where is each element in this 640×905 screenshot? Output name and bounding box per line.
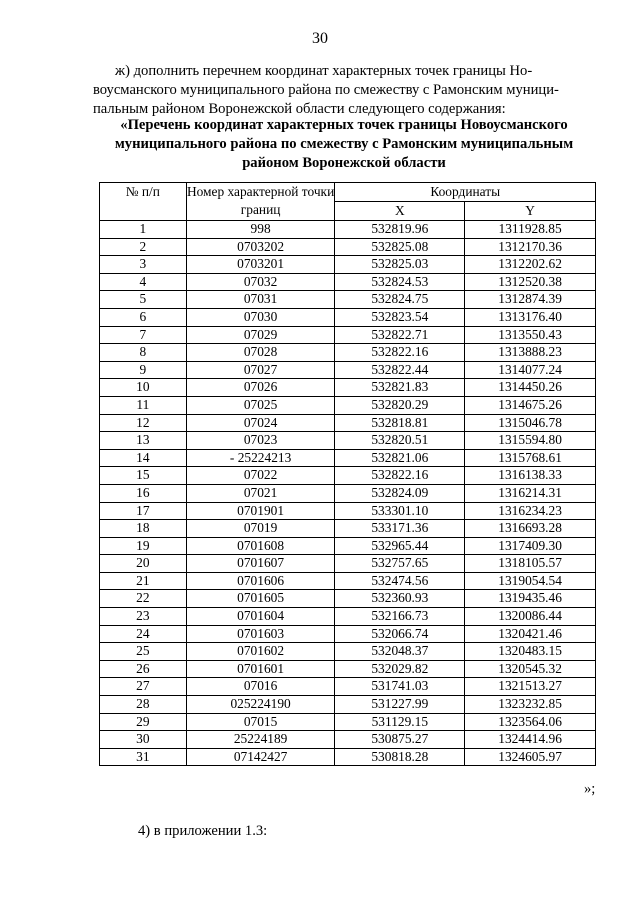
table-row bbox=[100, 625, 596, 643]
cell-y: 1321513.27 bbox=[465, 678, 596, 696]
cell-point-number: 07027 bbox=[186, 361, 335, 379]
cell-y: 1323564.06 bbox=[465, 713, 596, 731]
cell-x: 531741.03 bbox=[335, 678, 465, 696]
cell-x: 532818.81 bbox=[335, 414, 465, 432]
cell-y: 1313888.23 bbox=[465, 344, 596, 362]
cell-point-number: 998 bbox=[186, 221, 335, 239]
cell-row-number: 29 bbox=[100, 713, 187, 731]
cell-row-number: 27 bbox=[100, 678, 187, 696]
cell-row-number: 8 bbox=[100, 344, 187, 362]
cell-row-number: 20 bbox=[100, 555, 187, 573]
cell-x: 532360.93 bbox=[335, 590, 465, 608]
cell-y: 1319054.54 bbox=[465, 572, 596, 590]
cell-row-number: 16 bbox=[100, 484, 187, 502]
table-row bbox=[100, 467, 596, 485]
table-row bbox=[100, 396, 596, 414]
table-heading bbox=[93, 116, 595, 173]
cell-x: 531129.15 bbox=[335, 713, 465, 731]
table-row bbox=[100, 572, 596, 590]
cell-y: 1315594.80 bbox=[465, 432, 596, 450]
table-header bbox=[100, 183, 596, 221]
cell-x: 532066.74 bbox=[335, 625, 465, 643]
cell-row-number: 31 bbox=[100, 748, 187, 766]
table-row bbox=[100, 238, 596, 256]
header-point-number: Номер характерной точки границ bbox=[186, 183, 335, 221]
intro-line: пальным районом Воронежской области следующего содержания: bbox=[93, 101, 506, 117]
cell-point-number: 0701601 bbox=[186, 660, 335, 678]
cell-row-number: 24 bbox=[100, 625, 187, 643]
cell-x: 532821.83 bbox=[335, 379, 465, 397]
header-row-number: № п/п bbox=[100, 183, 187, 221]
heading-line: «Перечень координат характерных точек границы Новоусманского bbox=[120, 117, 568, 133]
cell-x: 530818.28 bbox=[335, 748, 465, 766]
cell-row-number: 25 bbox=[100, 643, 187, 661]
cell-row-number: 11 bbox=[100, 396, 187, 414]
cell-row-number: 6 bbox=[100, 308, 187, 326]
cell-row-number: 9 bbox=[100, 361, 187, 379]
cell-point-number: 07023 bbox=[186, 432, 335, 450]
intro-line: ж) дополнить перечнем координат характерных точек границы Но- bbox=[115, 63, 533, 79]
cell-point-number: 07021 bbox=[186, 484, 335, 502]
cell-point-number: - 25224213 bbox=[186, 449, 335, 467]
table-row bbox=[100, 291, 596, 309]
table-row bbox=[100, 326, 596, 344]
cell-y: 1314675.26 bbox=[465, 396, 596, 414]
cell-point-number: 0701604 bbox=[186, 608, 335, 626]
cell-point-number: 07016 bbox=[186, 678, 335, 696]
table-row bbox=[100, 696, 596, 714]
cell-x: 533301.10 bbox=[335, 502, 465, 520]
heading-line: муниципального района по смежеству с Рамонским муниципальным bbox=[114, 136, 574, 152]
cell-point-number: 0701608 bbox=[186, 537, 335, 555]
cell-row-number: 12 bbox=[100, 414, 187, 432]
cell-y: 1314450.26 bbox=[465, 379, 596, 397]
cell-y: 1316138.33 bbox=[465, 467, 596, 485]
cell-row-number: 21 bbox=[100, 572, 187, 590]
cell-point-number: 0701605 bbox=[186, 590, 335, 608]
cell-row-number: 23 bbox=[100, 608, 187, 626]
cell-x: 533171.36 bbox=[335, 520, 465, 538]
table-row bbox=[100, 643, 596, 661]
cell-row-number: 13 bbox=[100, 432, 187, 450]
header-y: Y bbox=[465, 202, 596, 221]
cell-y: 1316214.31 bbox=[465, 484, 596, 502]
cell-row-number: 22 bbox=[100, 590, 187, 608]
cell-point-number: 0703201 bbox=[186, 256, 335, 274]
cell-y: 1320545.32 bbox=[465, 660, 596, 678]
table-row bbox=[100, 484, 596, 502]
table-row bbox=[100, 256, 596, 274]
intro-paragraph bbox=[93, 62, 595, 119]
cell-x: 530875.27 bbox=[335, 731, 465, 749]
cell-y: 1320086.44 bbox=[465, 608, 596, 626]
cell-point-number: 0701602 bbox=[186, 643, 335, 661]
table-row bbox=[100, 432, 596, 450]
page-number: 30 bbox=[312, 30, 328, 47]
cell-row-number: 10 bbox=[100, 379, 187, 397]
cell-x: 532474.56 bbox=[335, 572, 465, 590]
cell-y: 1323232.85 bbox=[465, 696, 596, 714]
cell-row-number: 14 bbox=[100, 449, 187, 467]
cell-x: 532821.06 bbox=[335, 449, 465, 467]
cell-point-number: 0701607 bbox=[186, 555, 335, 573]
cell-point-number: 07030 bbox=[186, 308, 335, 326]
table-row bbox=[100, 414, 596, 432]
table-row bbox=[100, 748, 596, 766]
cell-x: 532824.09 bbox=[335, 484, 465, 502]
table-row bbox=[100, 555, 596, 573]
cell-y: 1312874.39 bbox=[465, 291, 596, 309]
cell-point-number: 025224190 bbox=[186, 696, 335, 714]
cell-y: 1317409.30 bbox=[465, 537, 596, 555]
cell-x: 532822.44 bbox=[335, 361, 465, 379]
table-row bbox=[100, 361, 596, 379]
cell-x: 532820.51 bbox=[335, 432, 465, 450]
header-x: X bbox=[335, 202, 465, 221]
cell-y: 1315046.78 bbox=[465, 414, 596, 432]
intro-line: воусманского муниципального района по смежеству с Рамонским муници- bbox=[93, 82, 559, 98]
table-row bbox=[100, 344, 596, 362]
cell-row-number: 7 bbox=[100, 326, 187, 344]
table-row bbox=[100, 537, 596, 555]
table-row bbox=[100, 502, 596, 520]
table-body bbox=[100, 221, 596, 766]
cell-row-number: 17 bbox=[100, 502, 187, 520]
cell-y: 1324605.97 bbox=[465, 748, 596, 766]
cell-point-number: 07028 bbox=[186, 344, 335, 362]
cell-x: 532822.71 bbox=[335, 326, 465, 344]
cell-row-number: 30 bbox=[100, 731, 187, 749]
cell-x: 532819.96 bbox=[335, 221, 465, 239]
cell-y: 1314077.24 bbox=[465, 361, 596, 379]
table-row bbox=[100, 449, 596, 467]
cell-point-number: 07026 bbox=[186, 379, 335, 397]
table-row bbox=[100, 731, 596, 749]
cell-y: 1324414.96 bbox=[465, 731, 596, 749]
table-row bbox=[100, 660, 596, 678]
cell-x: 532823.54 bbox=[335, 308, 465, 326]
table-row bbox=[100, 273, 596, 291]
cell-y: 1318105.57 bbox=[465, 555, 596, 573]
cell-x: 532825.03 bbox=[335, 256, 465, 274]
cell-row-number: 3 bbox=[100, 256, 187, 274]
table-row bbox=[100, 590, 596, 608]
cell-point-number: 07024 bbox=[186, 414, 335, 432]
cell-row-number: 2 bbox=[100, 238, 187, 256]
cell-point-number: 0701606 bbox=[186, 572, 335, 590]
heading-line: районом Воронежской области bbox=[242, 155, 446, 171]
closing-quote: »; bbox=[584, 781, 596, 797]
cell-x: 532965.44 bbox=[335, 537, 465, 555]
cell-point-number: 0701603 bbox=[186, 625, 335, 643]
cell-point-number: 07142427 bbox=[186, 748, 335, 766]
cell-y: 1312202.62 bbox=[465, 256, 596, 274]
cell-row-number: 19 bbox=[100, 537, 187, 555]
cell-point-number: 07022 bbox=[186, 467, 335, 485]
cell-x: 532048.37 bbox=[335, 643, 465, 661]
cell-row-number: 15 bbox=[100, 467, 187, 485]
coordinates-table bbox=[99, 182, 596, 766]
cell-x: 532824.53 bbox=[335, 273, 465, 291]
cell-x: 532029.82 bbox=[335, 660, 465, 678]
cell-x: 532820.29 bbox=[335, 396, 465, 414]
cell-y: 1320483.15 bbox=[465, 643, 596, 661]
cell-row-number: 26 bbox=[100, 660, 187, 678]
cell-row-number: 18 bbox=[100, 520, 187, 538]
cell-point-number: 07019 bbox=[186, 520, 335, 538]
next-item: 4) в приложении 1.3: bbox=[138, 823, 268, 839]
cell-row-number: 5 bbox=[100, 291, 187, 309]
cell-point-number: 07031 bbox=[186, 291, 335, 309]
header-coordinates: Координаты bbox=[335, 183, 596, 202]
cell-y: 1313176.40 bbox=[465, 308, 596, 326]
table-row bbox=[100, 678, 596, 696]
cell-point-number: 07029 bbox=[186, 326, 335, 344]
cell-x: 532822.16 bbox=[335, 467, 465, 485]
cell-row-number: 1 bbox=[100, 221, 187, 239]
table-row bbox=[100, 308, 596, 326]
table-row bbox=[100, 608, 596, 626]
cell-x: 532166.73 bbox=[335, 608, 465, 626]
table-row bbox=[100, 713, 596, 731]
cell-x: 532757.65 bbox=[335, 555, 465, 573]
cell-point-number: 0701901 bbox=[186, 502, 335, 520]
cell-y: 1316693.28 bbox=[465, 520, 596, 538]
cell-point-number: 25224189 bbox=[186, 731, 335, 749]
cell-point-number: 0703202 bbox=[186, 238, 335, 256]
cell-y: 1319435.46 bbox=[465, 590, 596, 608]
cell-x: 532824.75 bbox=[335, 291, 465, 309]
cell-y: 1311928.85 bbox=[465, 221, 596, 239]
cell-point-number: 07015 bbox=[186, 713, 335, 731]
cell-y: 1312170.36 bbox=[465, 238, 596, 256]
table-row bbox=[100, 379, 596, 397]
cell-y: 1313550.43 bbox=[465, 326, 596, 344]
cell-y: 1320421.46 bbox=[465, 625, 596, 643]
table-row bbox=[100, 221, 596, 239]
cell-x: 531227.99 bbox=[335, 696, 465, 714]
cell-row-number: 28 bbox=[100, 696, 187, 714]
cell-point-number: 07032 bbox=[186, 273, 335, 291]
cell-x: 532822.16 bbox=[335, 344, 465, 362]
cell-row-number: 4 bbox=[100, 273, 187, 291]
cell-y: 1312520.38 bbox=[465, 273, 596, 291]
cell-point-number: 07025 bbox=[186, 396, 335, 414]
cell-y: 1315768.61 bbox=[465, 449, 596, 467]
cell-x: 532825.08 bbox=[335, 238, 465, 256]
table-row bbox=[100, 520, 596, 538]
cell-y: 1316234.23 bbox=[465, 502, 596, 520]
